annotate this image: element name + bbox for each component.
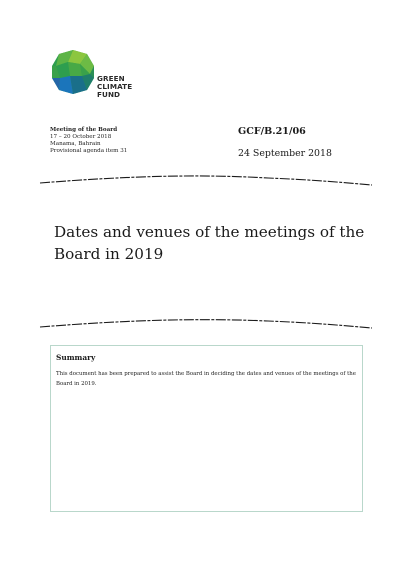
summary-heading: Summary <box>56 353 96 362</box>
meeting-info <box>50 127 127 155</box>
document-title: Dates and venues of the meetings of the Board in 2019 <box>54 223 365 263</box>
logo-line-1: GREEN <box>97 74 125 83</box>
meeting-location: Manama, Bahrain <box>50 141 101 147</box>
document-symbol: GCF/B.21/06 <box>238 126 306 137</box>
agenda-item: Provisional agenda item 31 <box>50 148 128 154</box>
logo-line-2: CLIMATE <box>97 82 133 91</box>
wave-divider-bottom <box>38 318 374 332</box>
wave-divider-top <box>38 175 374 189</box>
logo-wordmark <box>97 75 132 99</box>
meeting-dates: 17 – 20 October 2018 <box>50 134 112 140</box>
globe-logo-icon <box>50 48 96 96</box>
gcf-logo <box>50 48 150 108</box>
summary-box <box>50 345 363 512</box>
meeting-heading: Meeting of the Board <box>50 127 118 133</box>
logo-line-3: FUND <box>97 90 121 99</box>
summary-text: This document has been prepared to assist the Board in deciding the dates and venues of the meetings of the Board in 2019. <box>56 371 356 387</box>
document-date: 24 September 2018 <box>238 148 332 159</box>
